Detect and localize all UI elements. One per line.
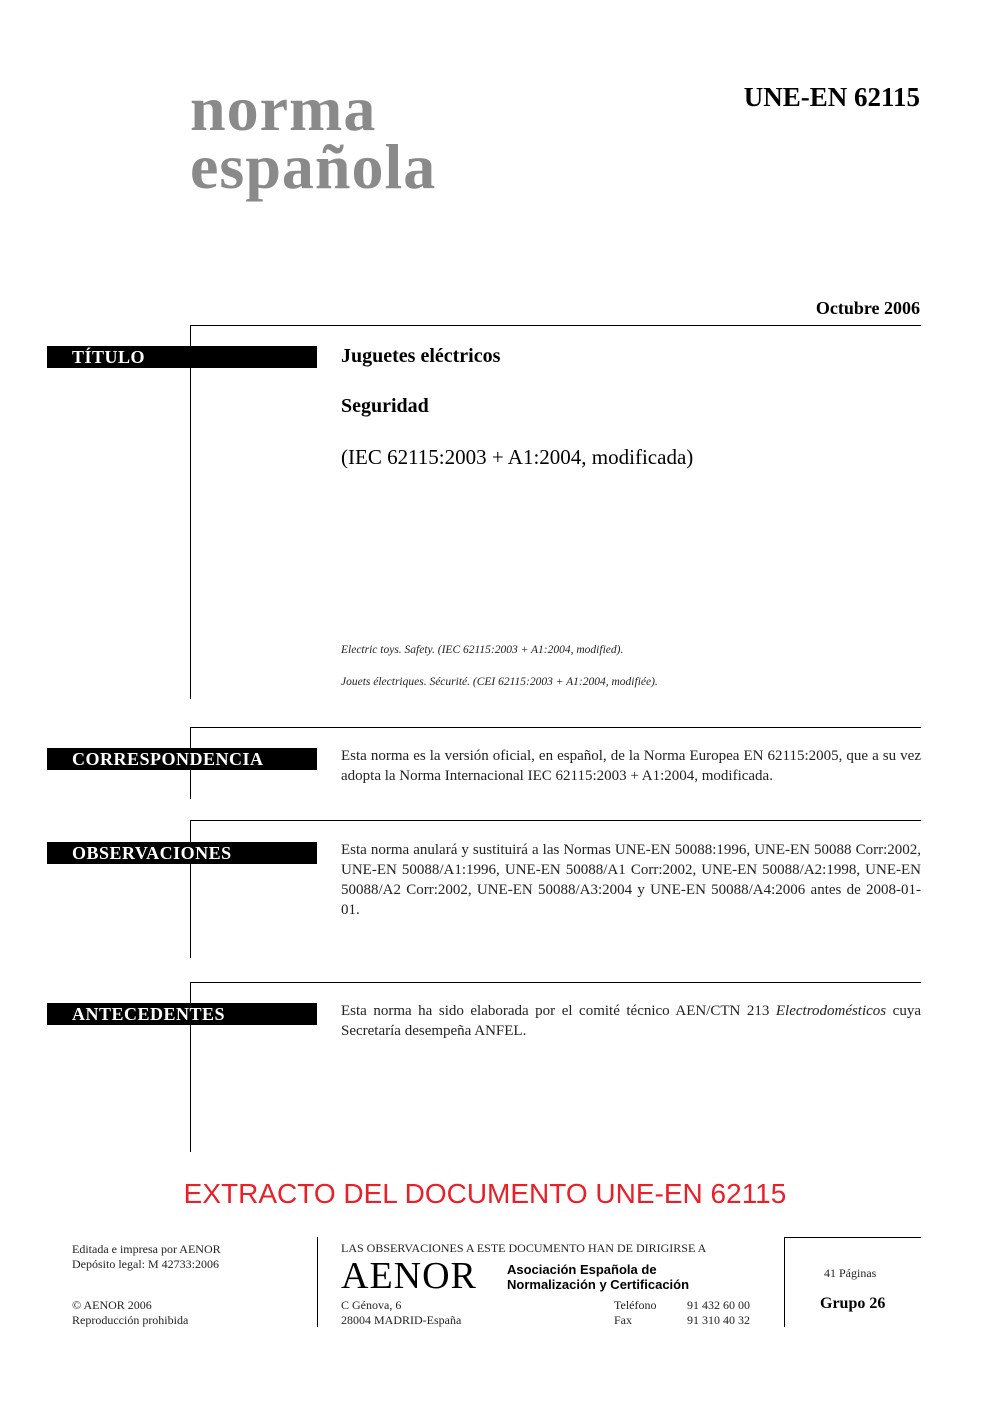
correspondencia-text: Esta norma es la versión oficial, en español, de la Norma Europea EN 62115:2005, que a su vez adopta la Norma Internacional IEC 62115:2003 + A1:2004, modificada. bbox=[341, 748, 921, 784]
footer-edited: Editada e impresa por AENOR bbox=[72, 1242, 221, 1256]
publication-date: Octubre 2006 bbox=[815, 298, 920, 318]
footer-edition bbox=[72, 1242, 221, 1272]
aenor-logo: AENOR bbox=[341, 1255, 477, 1297]
titulo-left-rule bbox=[190, 325, 191, 699]
aenor-org-line-1: Asociación Española de bbox=[507, 1262, 657, 1277]
footer-fax: 91 310 40 32 bbox=[687, 1313, 750, 1327]
correspondencia-top-rule bbox=[190, 727, 921, 728]
antecedentes-text-after: cuya Secretaría desempeña ANFEL. bbox=[341, 1003, 921, 1039]
titulo-label: TÍTULO bbox=[47, 346, 317, 368]
title-french: Jouets électriques. Sécurité. (CEI 62115:2003 + A1:2004, modifiée). bbox=[341, 676, 658, 688]
antecedentes-top-rule bbox=[190, 982, 921, 983]
footer-rights bbox=[72, 1298, 188, 1328]
brand-line-1: norma bbox=[190, 73, 377, 144]
antecedentes-text bbox=[341, 1001, 921, 1041]
observaciones-top-rule bbox=[190, 820, 921, 821]
aenor-org-line-2: Normalización y Certificación bbox=[507, 1277, 690, 1292]
observaciones-label: OBSERVACIONES bbox=[47, 842, 317, 864]
footer-phone-label: Teléfono bbox=[614, 1298, 657, 1312]
correspondencia-label: CORRESPONDENCIA bbox=[47, 748, 317, 770]
brand-line-2: española bbox=[190, 131, 437, 202]
title-english: Electric toys. Safety. (IEC 62115:2003 + A1:2004, modified). bbox=[341, 644, 624, 656]
document-number: UNE-EN 62115 bbox=[743, 82, 920, 112]
footer-phone: 91 432 60 00 bbox=[687, 1298, 750, 1312]
antecedentes-committee-name: Electrodomésticos bbox=[775, 1003, 887, 1019]
title-reference: (IEC 62115:2003 + A1:2004, modificada) bbox=[341, 445, 694, 469]
antecedentes-text-before: Esta norma ha sido elaborada por el comité técnico AEN/CTN 213 bbox=[341, 1003, 776, 1019]
footer-box-top-rule bbox=[784, 1237, 921, 1238]
footer-address-line-1: C Génova, 6 bbox=[341, 1298, 402, 1312]
antecedentes-label: ANTECEDENTES bbox=[47, 1003, 317, 1025]
aenor-organization bbox=[507, 1262, 689, 1292]
footer-deposit: Depósito legal: M 42733:2006 bbox=[72, 1257, 219, 1271]
footer-copyright: © AENOR 2006 bbox=[72, 1298, 152, 1312]
footer-reproduction: Reproducción prohibida bbox=[72, 1313, 189, 1327]
title-line-1: Juguetes eléctricos bbox=[341, 345, 501, 367]
observaciones-left-rule bbox=[190, 820, 191, 958]
footer-address bbox=[341, 1298, 461, 1328]
footer-divider-right bbox=[784, 1237, 785, 1327]
page-count: 41 Páginas bbox=[824, 1266, 877, 1280]
footer-contact-labels bbox=[614, 1298, 656, 1328]
footer-divider-left bbox=[317, 1237, 318, 1327]
brand-title bbox=[190, 73, 570, 202]
footer-address-line-2: 28004 MADRID-España bbox=[341, 1313, 462, 1327]
footer-fax-label: Fax bbox=[614, 1313, 632, 1327]
price-group: Grupo 26 bbox=[820, 1295, 886, 1312]
extract-watermark: EXTRACTO DEL DOCUMENTO UNE-EN 62115 bbox=[183, 1178, 787, 1209]
footer-observations-header: LAS OBSERVACIONES A ESTE DOCUMENTO HAN DE DIRIGIRSE A bbox=[341, 1241, 707, 1255]
footer-contact-values bbox=[687, 1298, 750, 1328]
title-line-2: Seguridad bbox=[341, 395, 429, 417]
observaciones-text: Esta norma anulará y sustituirá a las Normas UNE-EN 50088:1996, UNE-EN 50088 Corr:2002, UNE-EN 50088/A1:1996, UNE-EN 50088/A1 Corr:2002, UNE-EN 50088/A2:1998, UNE-EN 50088/A2 Corr:2002, UNE-EN 50088/A3:2004 y UNE-EN 50088/A4:2006 antes de 2008-01-01. bbox=[341, 842, 921, 918]
titulo-top-rule bbox=[190, 325, 921, 326]
